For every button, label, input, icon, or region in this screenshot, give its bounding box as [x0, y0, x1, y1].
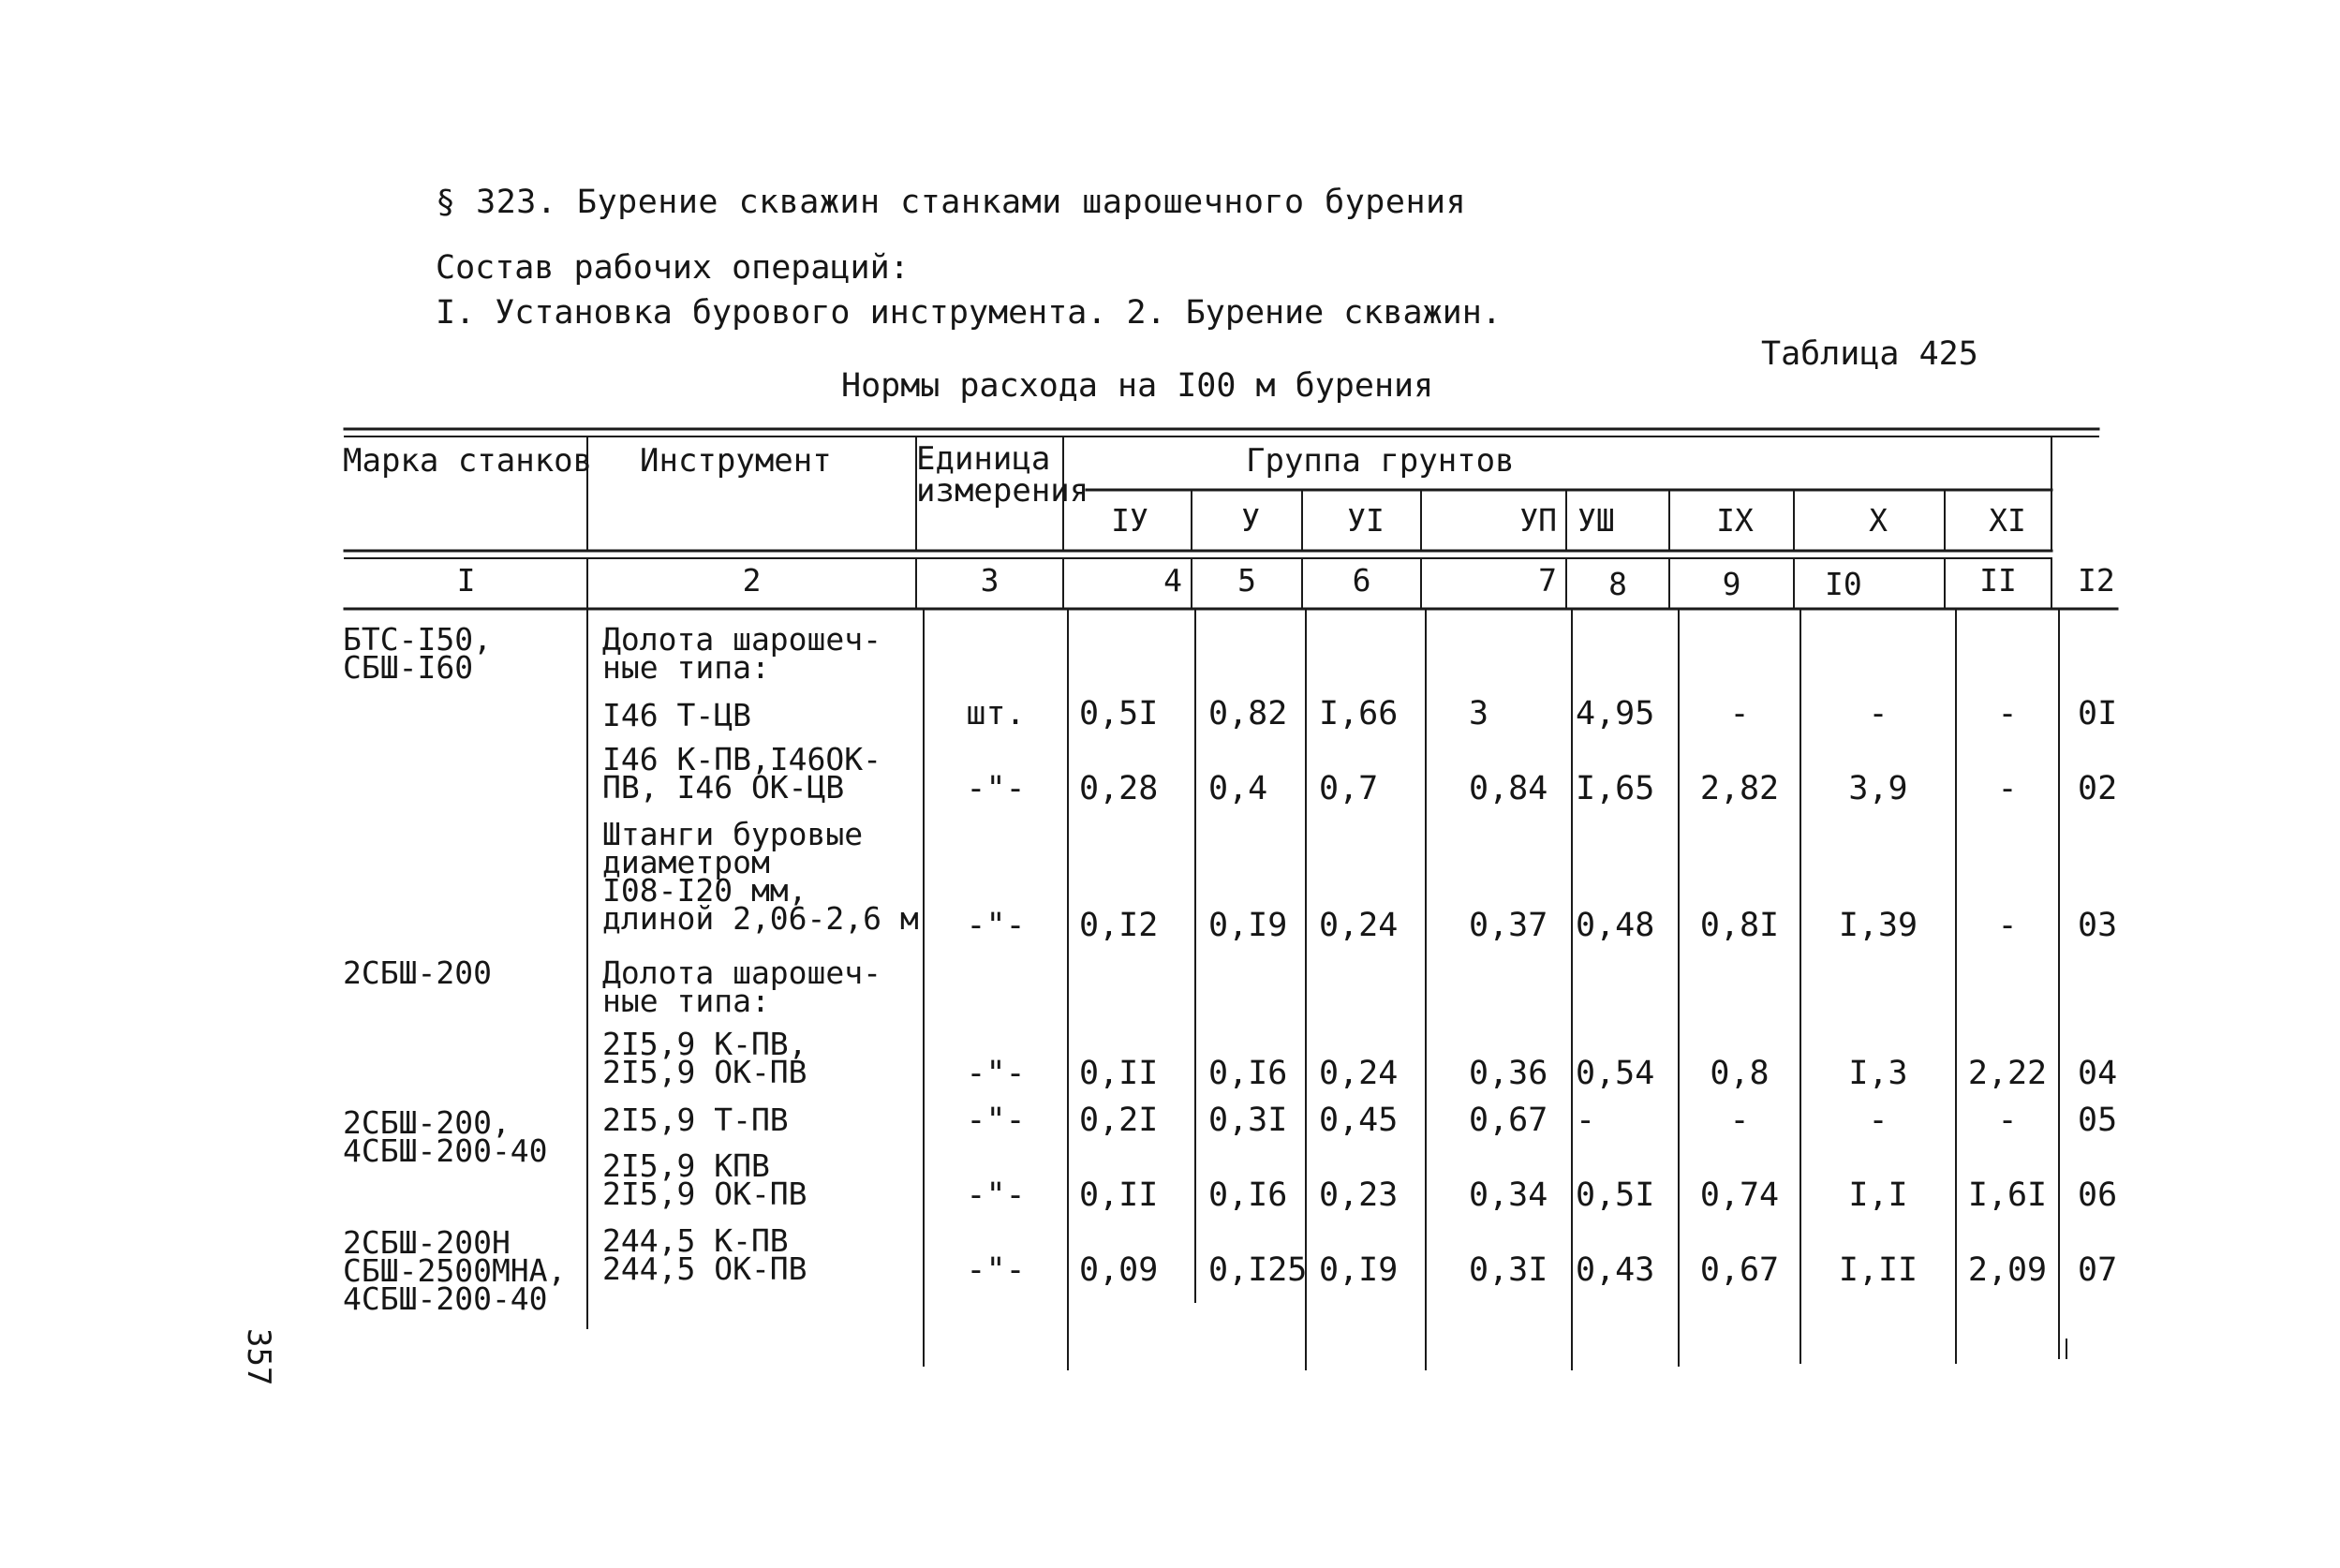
group-header-4: IУ [1111, 502, 1148, 539]
row-value-9: 0,8 [1710, 1055, 1770, 1092]
group-header-10: X [1869, 502, 1888, 539]
row-value-9: 0,74 [1699, 1176, 1780, 1214]
row-value-4: 0,II [1079, 1055, 1159, 1092]
row-value-5: 0,82 [1208, 695, 1288, 732]
row-code: 03 [2078, 907, 2118, 944]
group-header-8: УШ [1577, 502, 1615, 539]
row-value-6: 0,7 [1319, 770, 1379, 807]
row-value-8: 4,95 [1576, 695, 1655, 732]
row-value-9: - [1729, 1102, 1750, 1139]
table-caption: Нормы расхода на I00 м бурения [841, 367, 1434, 405]
row-tool: 244,5 К-ПВ 244,5 ОК-ПВ [602, 1222, 807, 1287]
row-value-10: - [1868, 695, 1888, 732]
row-value-8: 0,5I [1576, 1176, 1655, 1214]
row-unit: -"- [966, 1251, 1026, 1289]
header-tool: Инструмент [640, 442, 832, 480]
header-unit-line1: Единица [916, 440, 1051, 478]
row-tool: 2I5,9 Т-ПВ [602, 1102, 789, 1138]
row-value-6: 0,45 [1319, 1102, 1399, 1139]
colnum-4: 4 [1163, 562, 1182, 599]
operations-heading: Состав рабочих операций: [436, 249, 910, 287]
row-tool: 2I5,9 К-ПВ, 2I5,9 ОК-ПВ [602, 1026, 807, 1090]
row-value-11: - [1997, 770, 2018, 807]
row-value-10: I,3 [1848, 1055, 1908, 1092]
row-value-8: 0,43 [1576, 1251, 1655, 1289]
row-value-9: - [1729, 695, 1750, 732]
row-value-6: 0,23 [1319, 1176, 1399, 1214]
header-soil-group: Группа грунтов [1246, 442, 1515, 480]
row-value-10: I,II [1838, 1251, 1918, 1289]
row-value-6: 0,24 [1319, 907, 1399, 944]
row-tool: 2I5,9 КПВ 2I5,9 ОК-ПВ [602, 1147, 807, 1212]
row-value-7: 0,3I [1469, 1251, 1548, 1289]
machine-label: 2СБШ-200Н СБШ-2500МНА, 4СБШ-200-40 [343, 1224, 567, 1317]
row-value-4: 0,28 [1079, 770, 1159, 807]
row-unit: -"- [966, 770, 1026, 807]
row-value-6: 0,I9 [1319, 1251, 1399, 1289]
colnum-2: 2 [742, 562, 762, 599]
row-value-11: I,6I [1967, 1176, 2048, 1214]
row-value-11: - [1997, 1102, 2018, 1139]
group-header-5: У [1241, 502, 1260, 539]
row-unit: -"- [966, 1102, 1026, 1139]
row-value-4: 0,II [1079, 1176, 1159, 1214]
row-code: 05 [2078, 1102, 2118, 1139]
row-value-8: 0,54 [1576, 1055, 1655, 1092]
row-tool: Штанги буровые диаметром I08-I20 мм, длиной 2,06-2,6 м [602, 816, 919, 937]
colnum-8: 8 [1608, 566, 1627, 602]
group-header-11: XI [1989, 502, 2026, 539]
colnum-9: 9 [1722, 566, 1741, 602]
colnum-5: 5 [1237, 562, 1256, 599]
machine-label: 2СБШ-200, 4СБШ-200-40 [343, 1104, 548, 1169]
row-code: 07 [2078, 1251, 2118, 1289]
row-value-5: 0,I6 [1208, 1176, 1288, 1214]
row-value-6: I,66 [1319, 695, 1399, 732]
row-value-11: 2,22 [1967, 1055, 2048, 1092]
row-value-7: 3 [1469, 695, 1489, 732]
row-value-9: 0,8I [1699, 907, 1780, 944]
tool-group-label: Долота шарошеч- ные типа: [602, 621, 882, 686]
colnum-1: I [456, 562, 476, 599]
row-value-8: 0,48 [1576, 907, 1655, 944]
row-code: 0I [2078, 695, 2118, 732]
colnum-3: 3 [980, 562, 1000, 599]
row-value-7: 0,84 [1469, 770, 1548, 807]
row-value-10: - [1868, 1102, 1888, 1139]
section-title: § 323. Бурение скважин станками шарошечного бурения [436, 184, 1467, 221]
row-code: 06 [2078, 1176, 2118, 1214]
row-value-4: 0,2I [1079, 1102, 1159, 1139]
row-value-4: 0,I2 [1079, 907, 1159, 944]
row-unit: -"- [966, 907, 1026, 944]
row-value-11: 2,09 [1967, 1251, 2048, 1289]
row-value-4: 0,09 [1079, 1251, 1159, 1289]
row-unit: шт. [966, 695, 1026, 732]
tool-group-label: Долота шарошеч- ные типа: [602, 954, 882, 1019]
colnum-7: 7 [1538, 562, 1557, 599]
row-value-5: 0,4 [1208, 770, 1268, 807]
row-value-10: I,39 [1838, 907, 1918, 944]
table-number: Таблица 425 [1761, 335, 1978, 373]
row-value-10: 3,9 [1848, 770, 1908, 807]
row-value-7: 0,36 [1469, 1055, 1548, 1092]
row-value-8: I,65 [1576, 770, 1655, 807]
row-unit: -"- [966, 1176, 1026, 1214]
colnum-10: I0 [1825, 566, 1862, 602]
row-value-9: 0,67 [1699, 1251, 1780, 1289]
row-value-5: 0,I9 [1208, 907, 1288, 944]
row-tool: I46 Т-ЦВ [602, 697, 751, 733]
row-value-7: 0,67 [1469, 1102, 1548, 1139]
row-value-6: 0,24 [1319, 1055, 1399, 1092]
machine-label: БТС-I50, СБШ-I60 [343, 621, 492, 686]
colnum-12: I2 [2078, 562, 2115, 599]
colnum-11: II [1979, 562, 2017, 599]
row-value-5: 0,3I [1208, 1102, 1288, 1139]
operations-list: I. Установка бурового инструмента. 2. Бурение скважин. [436, 294, 1502, 332]
page-number: 357 [240, 1328, 277, 1386]
row-value-11: - [1997, 907, 2018, 944]
row-value-5: 0,I25 [1208, 1251, 1308, 1289]
row-value-10: I,I [1848, 1176, 1908, 1214]
row-value-7: 0,34 [1469, 1176, 1548, 1214]
group-header-9: IX [1716, 502, 1754, 539]
row-code: 04 [2078, 1055, 2118, 1092]
row-value-7: 0,37 [1469, 907, 1548, 944]
row-value-11: - [1997, 695, 2018, 732]
row-code: 02 [2078, 770, 2118, 807]
group-header-6: УI [1347, 502, 1385, 539]
row-unit: -"- [966, 1055, 1026, 1092]
header-machine: Марка станков [343, 442, 593, 480]
row-tool: I46 К-ПВ,I46ОК- ПВ, I46 ОК-ЦВ [602, 741, 882, 806]
header-unit-line2: измерения [916, 472, 1089, 510]
group-header-7: УП [1519, 502, 1557, 539]
row-value-9: 2,82 [1699, 770, 1780, 807]
row-value-5: 0,I6 [1208, 1055, 1288, 1092]
machine-label: 2СБШ-200 [343, 954, 492, 991]
row-value-8: - [1576, 1102, 1596, 1139]
colnum-6: 6 [1352, 562, 1371, 599]
row-value-4: 0,5I [1079, 695, 1159, 732]
